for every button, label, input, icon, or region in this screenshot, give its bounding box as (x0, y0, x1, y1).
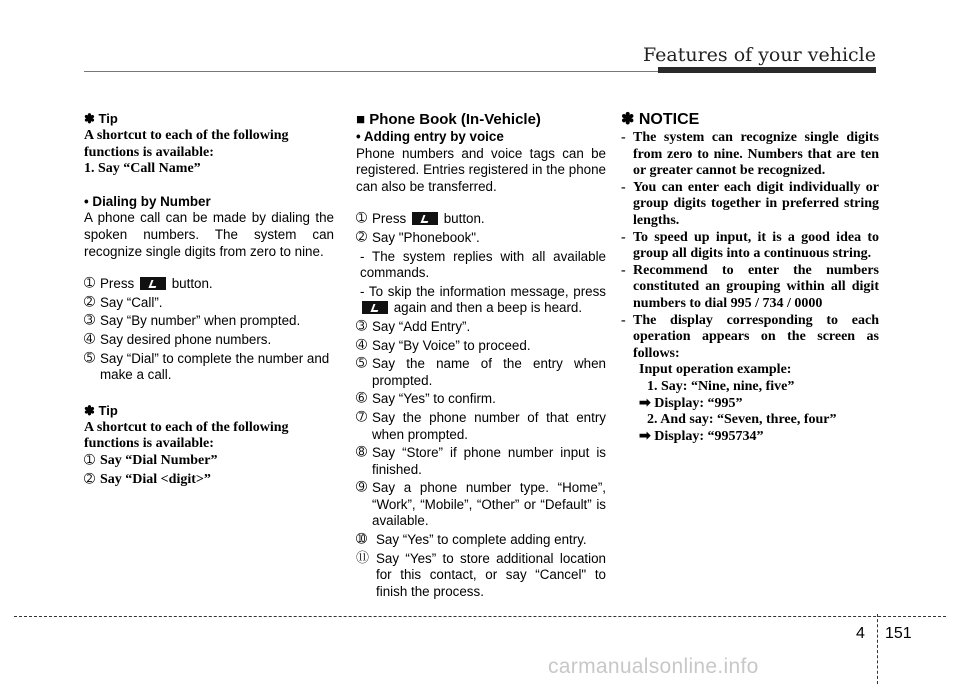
dialing-heading: • Dialing by Number (84, 193, 211, 209)
step-text: Say “Store” if phone number input is finished. (372, 445, 606, 477)
phonebook-step-4 (356, 338, 606, 355)
phonebook-step-9 (356, 480, 606, 530)
phonebook-step-11 (356, 551, 606, 601)
step-number: ➂ (84, 313, 95, 329)
step-number: ➂ (356, 318, 367, 334)
step-number: ➇ (356, 445, 367, 461)
example-2-say: 2. And say: “Seven, three, four” (647, 412, 837, 428)
step-text-after: button. (171, 276, 213, 292)
right-column (621, 110, 879, 445)
phonebook-step-2 (356, 230, 606, 247)
step-number: ➆ (356, 409, 367, 425)
phonebook-heading: ■ Phone Book (In-Vehicle) (356, 111, 541, 128)
voice-talk-button-icon (412, 212, 438, 225)
step-text: Say a phone number type. “Home”, “Work”, “Mobile”, “Other” or “Default” is available. (372, 480, 606, 529)
step-text: Say “Yes” to confirm. (372, 391, 496, 407)
notice-item-text: To speed up input, it is a good idea to group all digits into a continuous string. (633, 229, 879, 262)
step-text: Say “Call”. (100, 294, 163, 310)
dialing-step-4 (84, 332, 334, 349)
note-text-before: - To skip the information message, press (360, 283, 606, 299)
watermark: carmanualsonline.info (548, 655, 759, 678)
step-number: ➃ (356, 337, 367, 353)
phonebook-step-8 (356, 445, 606, 478)
phonebook-step-6 (356, 391, 606, 408)
tip2-item-2 (84, 472, 334, 489)
tip2-heading: ✽ Tip (84, 402, 118, 418)
notice-item-3: - To speed up input, it is a good idea to group all digits into a continuous string. (621, 229, 879, 262)
tip2-item-1 (84, 453, 334, 470)
notice-item-4: - Recommend to enter the numbers constituted an grouping within all digit numbers to dial 995 / 734 / 0000 (621, 262, 879, 311)
dialing-step-5 (84, 351, 334, 384)
step-text-after: button. (443, 211, 485, 227)
step-number: ➀ (356, 211, 367, 227)
example-1-display: ➡ Display: “995” (639, 395, 743, 411)
step-text-before: Press (100, 276, 135, 292)
step-text: Say “Add Entry”. (372, 318, 471, 334)
notice-item-text: You can enter each digit individually or group digits together in preferred string lengths. (633, 179, 879, 228)
voice-talk-button-icon (140, 277, 166, 290)
dialing-step-1 (84, 276, 334, 293)
dialing-body: A phone call can be made by dialing the spoken numbers. The system can recognize single digits from zero to nine. (84, 210, 334, 259)
phonebook-step-10 (356, 532, 606, 549)
step-number: ➉ (356, 532, 367, 548)
step-number: ➄ (84, 350, 95, 366)
step-text: Say “By Voice” to proceed. (372, 337, 531, 353)
step-number: ➁ (356, 229, 367, 245)
tip-item-text: Say “Dial Number” (100, 452, 218, 468)
phonebook-body: Phone numbers and voice tags can be registered. Entries registered in the phone can also be transferred. (356, 145, 606, 194)
step-number: ⑪ (356, 550, 370, 566)
step-number: ➅ (356, 391, 367, 407)
notice-item-1: - The system can recognize single digits from zero to nine. Numbers that are ten or greater cannot be recognized. (621, 130, 879, 179)
tip-item-text: Say “Dial <digit>” (100, 471, 211, 487)
voice-talk-button-icon (362, 301, 388, 314)
page-header-title: Features of your vehicle (642, 44, 876, 66)
step-number: ➈ (356, 480, 367, 496)
phonebook-step-5 (356, 356, 606, 389)
step-text: Say desired phone numbers. (100, 331, 272, 347)
step-text: Say the name of the entry when prompted. (372, 356, 606, 388)
page-number: 151 (885, 625, 912, 642)
step-text-before: Press (372, 211, 407, 227)
tip2-intro: A shortcut to each of the following functions is available: (84, 419, 289, 452)
header-rule-thick (658, 67, 876, 73)
crop-line-vertical (877, 614, 878, 684)
step-text: Say "Phonebook". (372, 229, 480, 245)
step-number: ➀ (84, 276, 95, 292)
step-number: ➄ (356, 356, 367, 372)
notice-item-text: The display corresponding to each operation appears on the screen as follows: (633, 312, 879, 361)
note-text-after: again and then a beep is heard. (393, 300, 583, 316)
step-text: Say “Yes” to store additional location for this contact, or say “Cancel" to finish the process. (376, 550, 606, 599)
step-text: Say the phone number of that entry when prompted. (372, 409, 606, 442)
phonebook-step-1 (356, 211, 606, 228)
tip1-item: 1. Say “Call Name” (84, 161, 201, 177)
example-2-display: ➡ Display: “995734” (639, 428, 764, 444)
notice-item-text: The system can recognize single digits from zero to nine. Numbers that are ten or greater cannot be recognized. (633, 130, 879, 179)
example-title: Input operation example: (639, 362, 792, 378)
step-text: Say “Yes” to complete adding entry. (376, 532, 587, 548)
crop-line-horizontal (14, 616, 946, 617)
notice-item-2: - You can enter each digit individually or group digits together in preferred string lengths. (621, 179, 879, 228)
middle-column (356, 110, 606, 602)
phonebook-step-7 (356, 410, 606, 443)
phonebook-step-3 (356, 319, 606, 336)
tip1-intro: A shortcut to each of the following functions is available: (84, 128, 289, 160)
left-column (84, 110, 334, 490)
step-number: ➁ (84, 294, 95, 310)
step-number: ➀ (84, 452, 95, 468)
tip1-heading: ✽ Tip (84, 111, 118, 126)
phonebook-step-2-note-1: - The system replies with all available commands. (360, 248, 606, 281)
notice-item-5: - The display corresponding to each operation appears on the screen as follows: (621, 312, 879, 361)
step-number: ➁ (84, 471, 95, 487)
dialing-step-2 (84, 295, 334, 312)
chapter-number: 4 (856, 625, 865, 642)
notice-item-text: Recommend to enter the numbers constituted an grouping within all digit numbers to dial 995 / 734 / 0000 (633, 262, 879, 311)
example-1-say: 1. Say: “Nine, nine, five” (647, 378, 795, 394)
dialing-step-3 (84, 313, 334, 330)
step-text: Say “By number” when prompted. (100, 313, 301, 329)
phonebook-step-2-note-2 (356, 284, 606, 317)
step-text: Say “Dial” to complete the number and make a call. (100, 350, 330, 383)
step-number: ➃ (84, 331, 95, 347)
notice-heading: ✽ NOTICE (621, 111, 700, 128)
phonebook-subheading: • Adding entry by voice (356, 129, 504, 144)
